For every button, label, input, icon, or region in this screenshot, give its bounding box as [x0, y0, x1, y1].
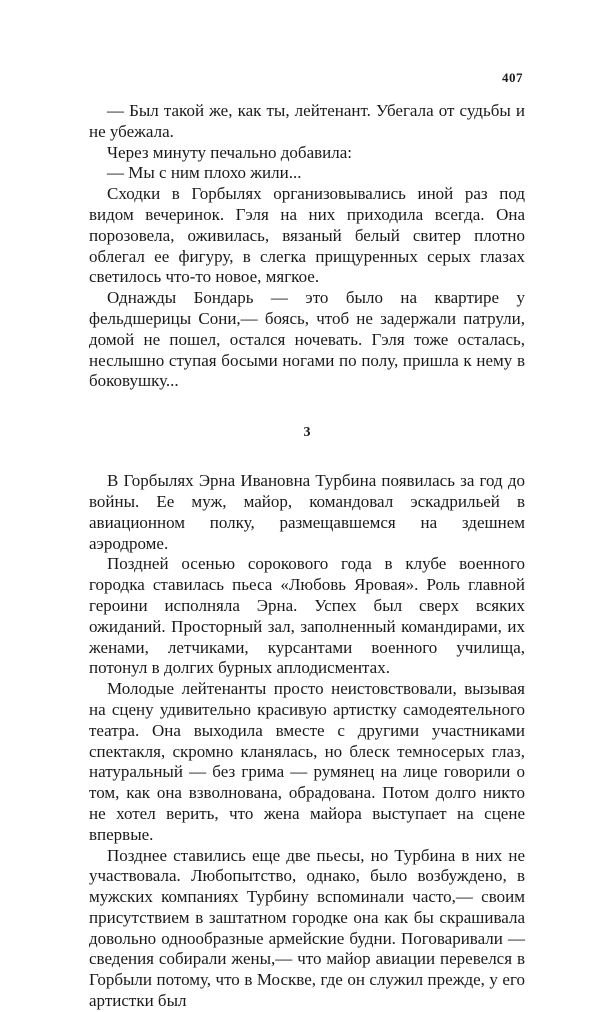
- paragraph: Молодые лейтенанты просто неистовствовали, вызывая на сцену удивительно красивую артистку самодеятельного театра. Она выходила вместе с другими участниками спектакля, скромно кланялась, но блеск темносерых глаз, натуральный — без грима — румянец на лице говорили о том, как она взволнована, обрадована. Потом долго никто не хотел верить, что жена майора выступает на сцене впервые.: [89, 679, 525, 844]
- paragraph: Поздней осенью сорокового года в клубе военного городка ставилась пьеса «Любовь Яровая». Роль главной героини исполняла Эрна. Успех был сверх всяких ожиданий. Просторный зал, заполненный командирами, их женами, летчиками, курсантами военного училища, потонул в долгих бурных аплодисментах.: [89, 554, 525, 678]
- chapter-number: 3: [303, 425, 311, 441]
- paragraph: — Был такой же, как ты, лейтенант. Убегала от судьбы и не убежала.: [89, 101, 525, 141]
- text-column: [89, 101, 525, 1012]
- paragraph: Однажды Бондарь — это было на квартире у фельдшерицы Сони,— боясь, чтоб не задержали патрули, домой не пошел, остался ночевать. Гэля тоже осталась, неслышно ступая босыми ногами по полу, пришла к нему в боковушку...: [89, 288, 525, 391]
- page-number: 407: [502, 70, 523, 85]
- paragraph: В Горбылях Эрна Ивановна Турбина появилась за год до войны. Ее муж, майор, командовал эскадрильей в авиационном полку, размещавшемся на здешнем аэродроме.: [89, 471, 525, 553]
- paragraph: Сходки в Горбылях организовывались иной раз под видом вечеринок. Гэля на них приходила всегда. Она порозовела, оживилась, вязаный белый свитер плотно облегал ее фигуру, в слегка прищуренных серых глазах светилось что-то новое, мягкое.: [89, 184, 525, 287]
- paragraph: — Мы с ним плохо жили...: [107, 163, 302, 183]
- paragraph: Через минуту печально добавила:: [107, 142, 352, 162]
- paragraph: Позднее ставились еще две пьесы, но Турбина в них не участвовала. Любопытство, однако, было возбуждено, в мужских компаниях Турбину вспоминали часто,— своим присутствием в заштатном городке она как бы скрашивала довольно однообразные армейские будни. Поговаривали — сведения собирали жены,— что майор авиации перевелся в Горбыли потому, что в Москве, где он служил прежде, у его артистки был: [89, 845, 525, 1011]
